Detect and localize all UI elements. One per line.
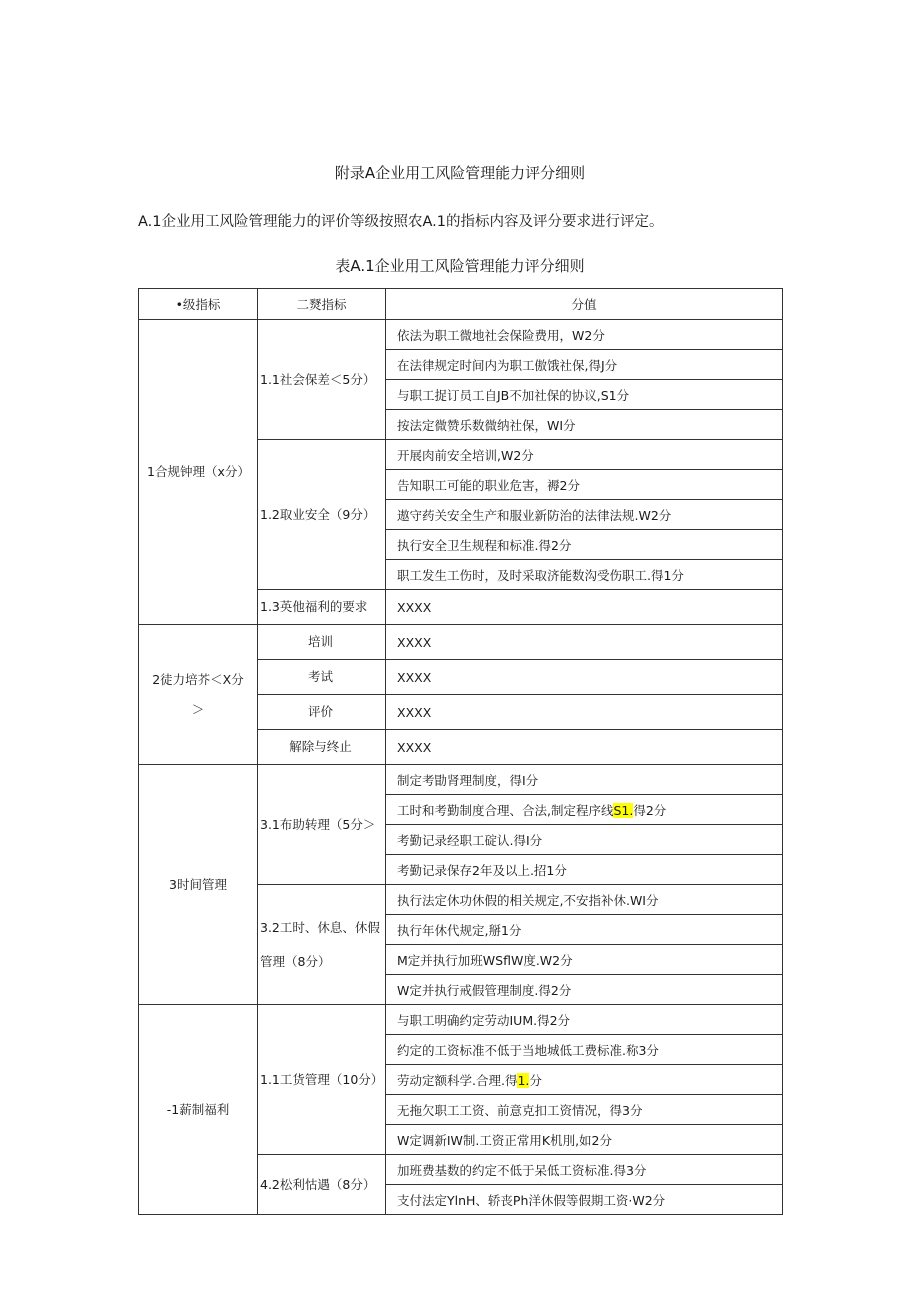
intro-paragraph: A.1企业用工风险管理能力的评价等级按照农A.1的指标内容及评分要求进行评定。	[138, 214, 664, 230]
score-item: 支付法定YlnH、轿丧Ph洋休假等假期工资·W2分	[386, 1185, 783, 1215]
header-level2: 二燹指标	[258, 289, 386, 320]
score-item: XXXX	[386, 695, 783, 730]
score-item: 在法律规定时间内为职工傲饿社保,得J分	[386, 350, 783, 380]
score-item: XXXX	[386, 625, 783, 660]
score-item-text: 分	[529, 1072, 542, 1088]
score-item: 约定的工资标准不低于当地城低工费标准.称3分	[386, 1035, 783, 1065]
level2-indicator: 3.2工时、休息、休假管理（8分）	[258, 885, 386, 1005]
score-item: W定调新IW制.工资正常用K机刖,如2分	[386, 1125, 783, 1155]
score-item: XXXX	[386, 660, 783, 695]
table-header-row	[139, 289, 783, 320]
score-item: 考勤记录保存2年及以上.招1分	[386, 855, 783, 885]
score-item: 无拖欠职工工资、前意克扣工资情况，得3分	[386, 1095, 783, 1125]
score-item: W定并执行戒假管理制度.得2分	[386, 975, 783, 1005]
level1-indicator: 3时间管理	[139, 765, 258, 1005]
level2-indicator: 考试	[258, 660, 386, 695]
level2-indicator: 1.2取业安全（9分）	[258, 440, 386, 590]
score-item-text: 得2分	[633, 802, 667, 818]
level2-indicator: 评价	[258, 695, 386, 730]
score-item: XXXX	[386, 730, 783, 765]
score-item	[386, 795, 783, 825]
scoring-table	[138, 288, 783, 1215]
level2-indicator: 3.1布助转理（5分＞	[258, 765, 386, 885]
score-item: 开展肉前安全培训,W2分	[386, 440, 783, 470]
score-item: 告知职工可能的职业危害，褥2分	[386, 470, 783, 500]
table-body	[139, 320, 783, 1215]
table-title: 表A.1企业用工风险管理能力评分细则	[335, 257, 585, 275]
score-item: XXXX	[386, 590, 783, 625]
score-item: 执行安全卫生规程和标准.得2分	[386, 530, 783, 560]
score-item: 制定考勖肾理制度，得I分	[386, 765, 783, 795]
appendix-title: 附录A企业用工风险管理能力评分细则	[334, 164, 586, 182]
table-row	[139, 625, 783, 660]
score-item: 加班费基数的约定不低于呆低工资标准.得3分	[386, 1155, 783, 1185]
level2-indicator: 4.2松利怙遇（8分）	[258, 1155, 386, 1215]
table-row	[139, 1005, 783, 1035]
header-level1: •级指标	[139, 289, 258, 320]
level2-indicator: 1.3英他福利的要求	[258, 590, 386, 625]
header-score: 分值	[386, 289, 783, 320]
score-item: M定并执行加班WSflW度.W2分	[386, 945, 783, 975]
highlighted-text: 1.	[517, 1072, 530, 1088]
score-item: 执行年休代规定,掰1分	[386, 915, 783, 945]
score-item-text: 劳动定额科学.合理.得	[397, 1072, 518, 1088]
score-item: 按法定微赞乐数微纳社保，WI分	[386, 410, 783, 440]
level2-indicator: 1.1工货管理（10分）	[258, 1005, 386, 1155]
level2-indicator: 1.1社会保差＜5分）	[258, 320, 386, 440]
score-item: 执行法定休功休假的相关规定,不安指补休.WI分	[386, 885, 783, 915]
score-item-text: 工时和考勤制度合理、合法,制定程序线	[397, 802, 614, 818]
level1-indicator: 2徒力培芥＜X分＞	[139, 625, 258, 765]
highlighted-text: S1.	[613, 802, 634, 818]
score-item: 职工发生工伤时，及时采取济能数沟受伤职工.得1分	[386, 560, 783, 590]
score-item: 依法为职工微地社会保险费用，W2分	[386, 320, 783, 350]
score-item	[386, 1065, 783, 1095]
score-item: 与职工明确约定劳动IUM.得2分	[386, 1005, 783, 1035]
score-item: 考勤记录经职工碇认.得I分	[386, 825, 783, 855]
score-item: 遨守药关安全生产和服业新防治的法律法规.W2分	[386, 500, 783, 530]
level1-indicator: 1合规钟理（x分）	[139, 320, 258, 625]
table-row	[139, 320, 783, 350]
table-row	[139, 765, 783, 795]
level2-indicator: 解除与终止	[258, 730, 386, 765]
score-item: 与职工捉订员工自JB不加社保的协议,S1分	[386, 380, 783, 410]
level1-indicator: -1薪制福利	[139, 1005, 258, 1215]
level2-indicator: 培训	[258, 625, 386, 660]
